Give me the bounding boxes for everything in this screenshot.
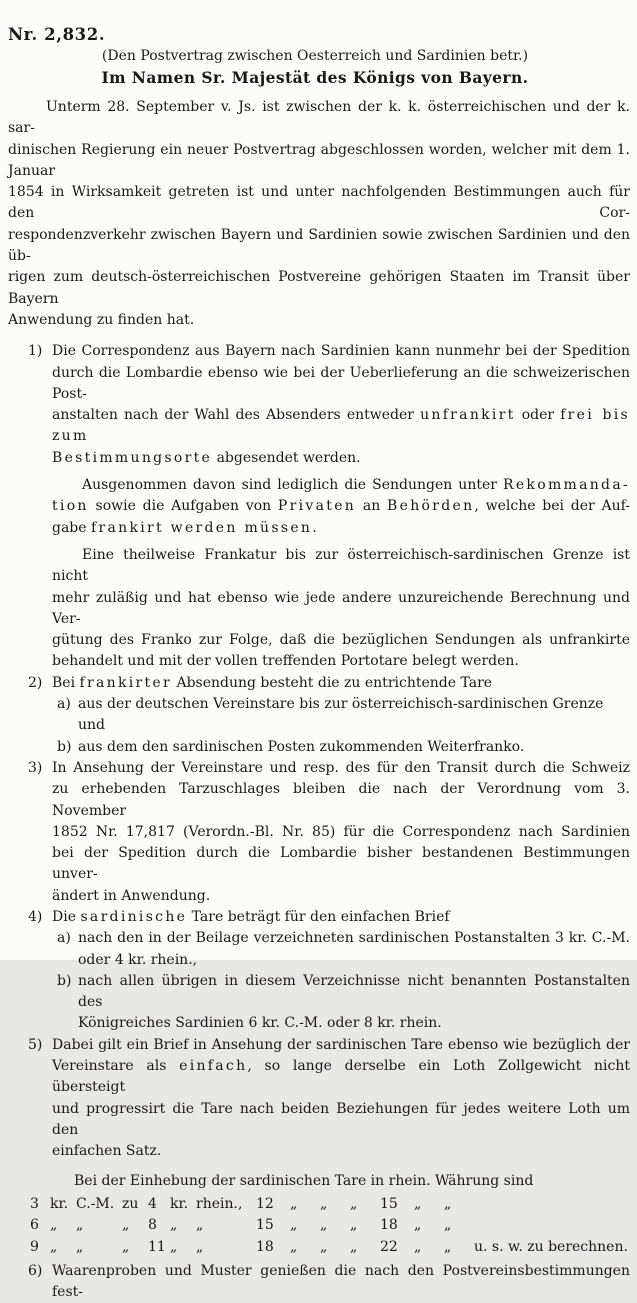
text-segment: und progressirt die Tare nach beiden Beziehungen für jedes weitere Loth um den — [52, 1100, 630, 1138]
text-segment: Behörden — [387, 498, 475, 515]
table-cell: 4 — [148, 1195, 157, 1212]
table-cell: „ — [170, 1239, 178, 1256]
text-line — [52, 496, 630, 517]
text-segment: Anwendung zu finden hat. — [8, 311, 195, 328]
text-line — [52, 1171, 630, 1192]
text-line — [8, 267, 630, 310]
text-line — [52, 363, 630, 406]
table-cell: „ — [414, 1239, 422, 1256]
text-line — [52, 1141, 630, 1162]
rate-table — [30, 1194, 630, 1259]
text-line — [52, 630, 630, 651]
table-row — [30, 1215, 630, 1237]
text-line — [52, 1261, 630, 1303]
table-cell: „ — [290, 1239, 298, 1256]
table-cell: kr. — [170, 1195, 189, 1212]
list-marker: 3) — [28, 759, 43, 776]
text-segment: Königreiches Sardinien 6 kr. C.-M. oder 8 kr. rhein. — [78, 1015, 442, 1032]
list-marker: 5) — [28, 1036, 43, 1053]
list-item-block — [57, 737, 630, 758]
text-segment: ändert in Anwendung. — [52, 887, 211, 904]
list-marker: 6) — [28, 1262, 43, 1279]
text-segment: unfrankirt — [420, 407, 516, 424]
subject-line: (Den Postvertrag zwischen Oesterreich und Sardinien betr.) — [101, 48, 529, 64]
list-item-block — [57, 928, 630, 971]
table-cell: „ — [290, 1217, 298, 1234]
table-row — [30, 1194, 630, 1216]
table-cell: zu — [122, 1195, 139, 1212]
table-row — [30, 1237, 630, 1259]
table-cell: „ — [414, 1217, 422, 1234]
table-cell: „ — [320, 1217, 328, 1234]
table-cell: 18 — [256, 1239, 274, 1256]
text-line — [78, 737, 630, 758]
text-line — [8, 182, 630, 225]
text-line — [78, 928, 630, 949]
table-cell: „ — [76, 1217, 84, 1234]
text-segment: Bei der Einhebung der sardinischen Tare in rhein. Währung sind — [74, 1172, 534, 1189]
paragraph-block — [8, 97, 630, 331]
text-segment: Tare beträgt für den einfachen Brief — [187, 908, 450, 925]
table-cell: 12 — [256, 1195, 274, 1212]
text-line — [52, 1035, 630, 1056]
text-segment: oder 4 kr. rhein., — [78, 951, 198, 968]
table-cell: „ — [444, 1239, 452, 1256]
list-item-block — [28, 758, 630, 907]
text-line — [52, 475, 630, 496]
list-item-block — [28, 673, 630, 694]
text-line — [52, 843, 630, 886]
list-marker: b) — [57, 738, 72, 755]
text-line — [52, 822, 630, 843]
text-segment: sowie die Aufgaben von — [88, 498, 278, 515]
text-segment: rigen zum deutsch-österreichischen Postvereine gehörigen Staaten im Transit über Bayern — [8, 269, 630, 307]
table-cell: „ — [76, 1239, 84, 1256]
table-cell: „ — [290, 1195, 298, 1212]
list-marker: b) — [57, 972, 72, 989]
document-body — [0, 97, 630, 1303]
table-cell: „ — [122, 1239, 130, 1256]
text-segment: frankirt werden müssen. — [91, 519, 319, 536]
text-line — [78, 694, 630, 737]
text-segment: , welche bei der Auf- — [474, 498, 631, 515]
text-segment: Bei — [52, 674, 80, 691]
table-cell: kr. — [50, 1195, 69, 1212]
table-cell: 15 — [380, 1195, 398, 1212]
document-number: Nr. 2,832. — [8, 25, 106, 44]
text-line — [52, 1099, 630, 1142]
list-item-block — [57, 971, 630, 1035]
table-cell: 3 — [30, 1195, 39, 1212]
text-line — [52, 405, 630, 448]
table-cell: 18 — [380, 1217, 398, 1234]
text-line — [52, 886, 630, 907]
text-segment: Die — [52, 908, 81, 925]
text-line — [52, 518, 630, 539]
text-segment: frankirter — [79, 674, 173, 691]
table-cell: 9 — [30, 1239, 39, 1256]
text-line — [8, 140, 630, 183]
text-segment: an — [356, 498, 388, 515]
table-cell: C.-M. — [76, 1195, 115, 1212]
table-cell: 8 — [148, 1217, 157, 1234]
table-cell: „ — [196, 1239, 204, 1256]
text-line — [52, 448, 630, 469]
text-line — [52, 907, 630, 928]
table-cell — [474, 1194, 630, 1216]
text-segment: Unterm 28. September v. Js. ist zwischen der k. k. österreichischen und der k. sar- — [8, 99, 630, 137]
text-segment: dinischen Regierung ein neuer Postvertrag abgeschlossen worden, welcher mit dem 1. Januar — [8, 141, 630, 179]
paragraph-block — [52, 1171, 630, 1192]
table-cell: 6 — [30, 1217, 39, 1234]
table-cell: „ — [170, 1217, 178, 1234]
list-marker: a) — [57, 696, 71, 713]
text-line — [78, 971, 630, 1014]
table-cell: 22 — [380, 1239, 398, 1256]
list-item-block — [28, 341, 631, 672]
text-segment: gabe — [52, 519, 92, 536]
table-cell: „ — [350, 1217, 358, 1234]
table-cell: „ — [444, 1195, 452, 1212]
text-segment: oder — [515, 407, 561, 424]
text-line — [52, 758, 630, 779]
text-segment: mehr zuläßig und hat ebenso wie jede andere unzureichende Berechnung und Ver- — [52, 589, 630, 627]
text-segment: Ausgenommen davon sind lediglich die Sendungen unter — [82, 477, 503, 494]
text-segment: tion — [52, 498, 89, 515]
table-cell: 11 — [148, 1239, 166, 1256]
text-line — [8, 310, 630, 331]
text-line — [52, 1056, 630, 1099]
text-segment: Privaten — [277, 498, 357, 515]
text-segment: , so lange derselbe ein Loth Zollgewicht nicht übersteigt — [52, 1058, 630, 1096]
table-cell: „ — [320, 1195, 328, 1212]
list-item-block — [57, 694, 630, 737]
text-segment: Eine theilweise Frankatur bis zur österreichisch-sardinischen Grenze ist nicht — [52, 546, 630, 585]
text-segment: gütung des Franko zur Folge, daß die bezüglichen Sendungen als unfrankirte — [52, 632, 630, 649]
text-line — [52, 673, 630, 694]
text-line — [52, 341, 630, 362]
text-segment: Die Correspondenz aus Bayern nach Sardinien kann nunmehr bei der Spedition — [52, 343, 630, 360]
list-marker: 2) — [28, 674, 43, 691]
table-cell: „ — [196, 1217, 204, 1234]
text-segment: Vereinstare als — [52, 1058, 180, 1075]
list-item-block — [28, 1261, 630, 1303]
text-segment: Bestimmungsorte — [52, 449, 213, 466]
list-marker: 1) — [28, 343, 43, 360]
proclamation-title: Im Namen Sr. Majestät des Königs von Bayern. — [101, 68, 529, 87]
text-segment: In Ansehung der Vereinstare und resp. des für den Transit durch die Schweiz — [52, 759, 630, 776]
text-segment: abgesendet werden. — [212, 449, 361, 466]
text-line — [52, 588, 630, 631]
text-segment: frei bis zum — [52, 407, 630, 445]
text-segment: aus dem den sardinischen Posten zukommenden Weiterfranko. — [78, 738, 525, 755]
text-line — [8, 225, 630, 268]
text-segment: einfach — [179, 1058, 248, 1075]
table-cell: „ — [350, 1195, 358, 1212]
table-cell: „ — [414, 1195, 422, 1212]
table-cell: „ — [320, 1239, 328, 1256]
list-item-block — [28, 907, 630, 928]
table-cell: „ — [444, 1217, 452, 1234]
table-cell: u. s. w. zu berechnen. — [474, 1239, 628, 1256]
text-segment: behandelt und mit der vollen treffenden Portotare belegt werden. — [52, 653, 519, 670]
text-segment: sardinische — [80, 908, 188, 925]
text-segment: respondenzverkehr zwischen Bayern und Sardinien sowie zwischen Sardinien und den üb- — [8, 226, 630, 265]
table-cell: 15 — [256, 1217, 274, 1234]
text-segment: 1854 in Wirksamkeit getreten ist und unter nachfolgenden Bestimmungen auch für den Cor- — [8, 184, 630, 222]
text-segment: anstalten nach der Wahl des Absenders entweder — [52, 407, 421, 424]
text-segment: 1852 Nr. 17,817 (Verordn.-Bl. Nr. 85) für die Correspondenz nach Sardinien — [52, 823, 630, 840]
list-marker: 4) — [28, 908, 43, 925]
text-segment: zu erhebenden Tarzuschlages bleiben die nach der Verordnung vom 3. November — [52, 781, 630, 819]
text-line — [52, 651, 630, 672]
list-marker: a) — [57, 930, 71, 947]
text-segment: aus der deutschen Vereinstare bis zur österreichisch-sardinischen Grenze und — [78, 696, 604, 734]
text-line — [78, 1013, 630, 1034]
text-segment: durch die Lombardie ebenso wie bei der Ueberlieferung an die schweizerischen Post- — [52, 364, 630, 402]
text-line — [78, 950, 630, 971]
text-segment: nach den in der Beilage verzeichneten sardinischen Postanstalten 3 kr. C.-M. — [78, 930, 630, 947]
text-line — [8, 97, 630, 140]
text-segment: Waarenproben und Muster genießen die nach den Postvereinsbestimmungen fest- — [52, 1262, 630, 1300]
table-cell — [474, 1215, 630, 1237]
table-cell: „ — [50, 1239, 58, 1256]
text-segment: bei der Spedition durch die Lombardie bisher bestandenen Bestimmungen unver- — [52, 845, 630, 883]
text-segment: nach allen übrigen in diesem Verzeichnisse nicht benannten Postanstalten des — [78, 972, 630, 1011]
text-line — [52, 545, 630, 588]
table-cell: rhein., — [196, 1195, 243, 1212]
text-line — [52, 779, 630, 822]
text-segment: einfachen Satz. — [52, 1143, 162, 1160]
table-cell: „ — [122, 1217, 130, 1234]
table-cell: „ — [350, 1239, 358, 1256]
table-cell: „ — [50, 1217, 58, 1234]
text-segment: Dabei gilt ein Brief in Ansehung der sardinischen Tare ebenso wie bezüglich der — [52, 1036, 630, 1053]
text-segment: Absendung besteht die zu entrichtende Tare — [172, 674, 493, 691]
text-segment: Rekommanda- — [503, 477, 630, 494]
list-item-block — [28, 1035, 630, 1163]
